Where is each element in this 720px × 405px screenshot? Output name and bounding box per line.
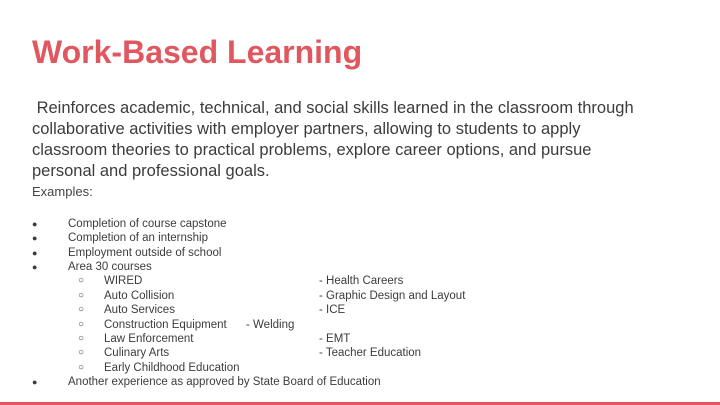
bullet-icon: ●	[32, 219, 38, 229]
sub-bullet-icon: ○	[78, 290, 85, 301]
list-item: Completion of course capstone	[68, 218, 227, 230]
sub-bullet-icon: ○	[78, 362, 85, 373]
sub-list-item: Law Enforcement	[104, 333, 194, 345]
list-item: Employment outside of school	[68, 247, 222, 259]
sub-bullet-icon: ○	[78, 275, 85, 286]
right-list-item: - Health Careers	[319, 275, 404, 287]
sub-bullet-icon: ○	[78, 333, 85, 344]
bullet-icon: ●	[32, 262, 38, 272]
inline-list-item: - Welding	[246, 319, 295, 331]
sub-list-item: Culinary Arts	[104, 347, 170, 359]
examples-label: Examples:	[32, 184, 93, 199]
list-item: Another experience as approved by State Board of Education	[68, 376, 381, 388]
right-list-item: - Teacher Education	[319, 347, 422, 359]
right-list-item: - EMT	[319, 333, 351, 345]
sub-bullet-icon: ○	[78, 319, 85, 330]
intro-paragraph	[32, 98, 712, 182]
intro-line: personal and professional goals.	[32, 162, 270, 180]
sub-bullet-icon: ○	[78, 304, 85, 315]
list-item: Area 30 courses	[68, 261, 152, 273]
right-list-item: - ICE	[319, 304, 346, 316]
bullet-icon: ●	[32, 377, 38, 387]
bullet-icon: ●	[32, 233, 38, 243]
sub-list-item: Construction Equipment	[104, 319, 227, 331]
intro-line: Reinforces academic, technical, and social skills learned in the classroom through	[32, 99, 634, 117]
slide-title: Work-Based Learning	[32, 34, 363, 70]
sub-bullet-icon: ○	[78, 347, 85, 358]
sub-list-item: WIRED	[104, 275, 143, 287]
intro-line: collaborative activities with employer partners, allowing to students to apply	[32, 120, 581, 138]
sub-list-item: Early Childhood Education	[104, 362, 240, 374]
sub-list-item: Auto Collision	[104, 290, 175, 302]
list-item: Completion of an internship	[68, 232, 208, 244]
right-list-item: - Graphic Design and Layout	[319, 290, 466, 302]
sub-list-item: Auto Services	[104, 304, 175, 316]
intro-line: classroom theories to practical problems, explore career options, and pursue	[32, 141, 592, 159]
bullet-icon: ●	[32, 248, 38, 258]
